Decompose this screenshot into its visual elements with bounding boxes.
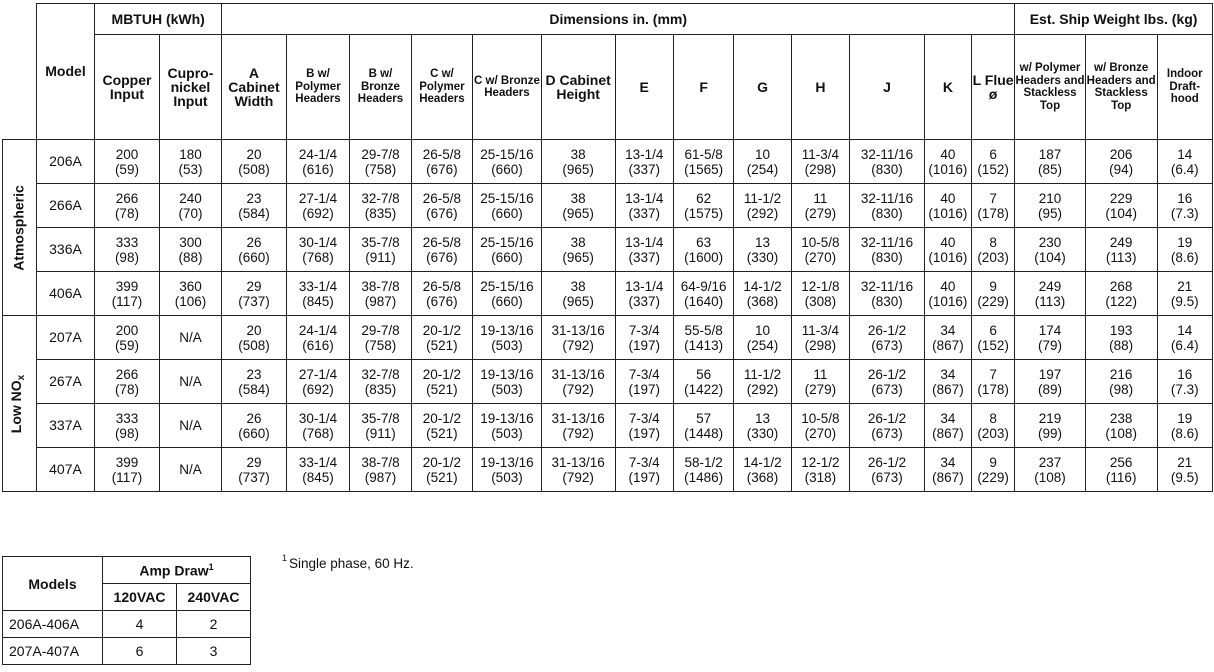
value-cell: N/A [159, 316, 221, 360]
value-cell: 56 (1422) [673, 360, 733, 404]
value-cell: 30-1/4 (768) [286, 404, 350, 448]
group-header-row [3, 4, 1213, 35]
value-cell: 180 (53) [159, 140, 221, 184]
value-cell: 30-1/4 (768) [286, 228, 350, 272]
models-header: Models [3, 557, 103, 611]
value-cell: 210 (95) [1015, 184, 1086, 228]
value-cell: 20-1/2 (521) [411, 316, 472, 360]
value-cell: 40 (1016) [924, 184, 971, 228]
value-cell: 31-13/16 (792) [541, 316, 615, 360]
value-cell: 7-3/4 (197) [615, 448, 673, 492]
value-cell: N/A [159, 448, 221, 492]
model-cell: 267A [36, 360, 94, 404]
dimensions-group-header: Dimensions in. (mm) [222, 4, 1015, 35]
value-cell: 200 (59) [95, 140, 160, 184]
column-header: B w/ Bronze Headers [350, 35, 411, 140]
model-cell: 207A [36, 316, 94, 360]
column-header: C w/ Bronze Headers [473, 35, 542, 140]
value-cell: 174 (79) [1015, 316, 1086, 360]
value-cell: 249 (113) [1015, 272, 1086, 316]
value-cell: 6 (152) [971, 140, 1014, 184]
value-cell: 399 (117) [95, 272, 160, 316]
value-cell: 6 (152) [971, 316, 1014, 360]
column-header: C w/ Polymer Headers [411, 35, 472, 140]
value-cell: 229 (104) [1085, 184, 1157, 228]
table-body [3, 140, 1213, 492]
120vac-header: 120VAC [103, 584, 177, 611]
value-cell: 25-15/16 (660) [473, 140, 542, 184]
value-cell: 38 (965) [541, 228, 615, 272]
value-cell: 25-15/16 (660) [473, 184, 542, 228]
value-cell: 61-5/8 (1565) [673, 140, 733, 184]
value-cell: 20-1/2 (521) [411, 360, 472, 404]
column-header: K [924, 35, 971, 140]
amp-row [3, 611, 251, 638]
table-row [3, 140, 1213, 184]
value-cell: 26-5/8 (676) [411, 272, 472, 316]
value-cell: 38-7/8 (987) [350, 448, 411, 492]
value-cell: 26-1/2 (673) [850, 316, 925, 360]
value-cell: 11-3/4 (298) [791, 316, 849, 360]
column-header: H [791, 35, 849, 140]
value-cell: 7-3/4 (197) [615, 360, 673, 404]
amp-draw-table [2, 556, 251, 665]
column-header: D Cabinet Height [541, 35, 615, 140]
value-cell: 11-3/4 (298) [791, 140, 849, 184]
value-cell: 25-15/16 (660) [473, 228, 542, 272]
value-cell: 8 (203) [971, 404, 1014, 448]
value-cell: 57 (1448) [673, 404, 733, 448]
column-header: Indoor Draft-hood [1157, 35, 1212, 140]
value-cell: 9 (229) [971, 448, 1014, 492]
value-cell: 19-13/16 (503) [473, 404, 542, 448]
column-header: B w/ Polymer Headers [286, 35, 350, 140]
value-cell: 14-1/2 (368) [734, 448, 791, 492]
amp-240: 3 [177, 638, 251, 665]
value-cell: 16 (7.3) [1157, 360, 1212, 404]
value-cell: 38 (965) [541, 184, 615, 228]
value-cell: 237 (108) [1015, 448, 1086, 492]
value-cell: 26 (660) [222, 228, 287, 272]
value-cell: 256 (116) [1085, 448, 1157, 492]
value-cell: 21 (9.5) [1157, 272, 1212, 316]
value-cell: 333 (98) [95, 404, 160, 448]
value-cell: 29 (737) [222, 272, 287, 316]
value-cell: 16 (7.3) [1157, 184, 1212, 228]
value-cell: 268 (122) [1085, 272, 1157, 316]
value-cell: 27-1/4 (692) [286, 360, 350, 404]
column-header: J [850, 35, 925, 140]
value-cell: 29-7/8 (758) [350, 316, 411, 360]
value-cell: 32-11/16 (830) [850, 272, 925, 316]
value-cell: 26-5/8 (676) [411, 140, 472, 184]
value-cell: 20 (508) [222, 140, 287, 184]
value-cell: 11-1/2 (292) [734, 360, 791, 404]
value-cell: 19-13/16 (503) [473, 316, 542, 360]
value-cell: 14 (6.4) [1157, 316, 1212, 360]
table-row [3, 360, 1213, 404]
value-cell: 32-11/16 (830) [850, 140, 925, 184]
value-cell: 40 (1016) [924, 140, 971, 184]
value-cell: 12-1/2 (318) [791, 448, 849, 492]
amp-draw-header: Amp Draw$^1$ [103, 557, 251, 584]
value-cell: 24-1/4 (616) [286, 140, 350, 184]
value-cell: 26-1/2 (673) [850, 404, 925, 448]
value-cell: 31-13/16 (792) [541, 360, 615, 404]
value-cell: 34 (867) [924, 360, 971, 404]
value-cell: 187 (85) [1015, 140, 1086, 184]
value-cell: 34 (867) [924, 448, 971, 492]
value-cell: 34 (867) [924, 404, 971, 448]
weight-group-header: Est. Ship Weight lbs. (kg) [1015, 4, 1213, 35]
value-cell: 26 (660) [222, 404, 287, 448]
value-cell: 23 (584) [222, 360, 287, 404]
amp-row [3, 638, 251, 665]
amp-model: 207A-407A [3, 638, 103, 665]
value-cell: 11-1/2 (292) [734, 184, 791, 228]
value-cell: 38 (965) [541, 140, 615, 184]
value-cell: 23 (584) [222, 184, 287, 228]
model-cell: 407A [36, 448, 94, 492]
value-cell: 13 (330) [734, 404, 791, 448]
value-cell: 33-1/4 (845) [286, 272, 350, 316]
value-cell: 300 (88) [159, 228, 221, 272]
value-cell: 10-5/8 (270) [791, 228, 849, 272]
value-cell: 14-1/2 (368) [734, 272, 791, 316]
value-cell: 58-1/2 (1486) [673, 448, 733, 492]
column-header: Cupro-nickel Input [159, 35, 221, 140]
value-cell: 26-1/2 (673) [850, 448, 925, 492]
model-cell: 337A [36, 404, 94, 448]
value-cell: 10 (254) [734, 140, 791, 184]
value-cell: 333 (98) [95, 228, 160, 272]
value-cell: 27-1/4 (692) [286, 184, 350, 228]
value-cell: 55-5/8 (1413) [673, 316, 733, 360]
model-cell: 406A [36, 272, 94, 316]
value-cell: 35-7/8 (911) [350, 404, 411, 448]
value-cell: 19 (8.6) [1157, 228, 1212, 272]
model-cell: 266A [36, 184, 94, 228]
value-cell: 266 (78) [95, 184, 160, 228]
value-cell: 19-13/16 (503) [473, 360, 542, 404]
value-cell: 62 (1575) [673, 184, 733, 228]
value-cell: 32-11/16 (830) [850, 228, 925, 272]
value-cell: 249 (113) [1085, 228, 1157, 272]
value-cell: 11 (279) [791, 184, 849, 228]
section-label: Atmospheric [3, 140, 37, 316]
value-cell: 26-5/8 (676) [411, 184, 472, 228]
value-cell: 20 (508) [222, 316, 287, 360]
value-cell: 200 (59) [95, 316, 160, 360]
value-cell: 13-1/4 (337) [615, 140, 673, 184]
value-cell: 10 (254) [734, 316, 791, 360]
value-cell: 7-3/4 (197) [615, 316, 673, 360]
value-cell: 34 (867) [924, 316, 971, 360]
specifications-table [2, 3, 1213, 492]
value-cell: 11 (279) [791, 360, 849, 404]
value-cell: 206 (94) [1085, 140, 1157, 184]
value-cell: 29-7/8 (758) [350, 140, 411, 184]
value-cell: 13-1/4 (337) [615, 228, 673, 272]
value-cell: 13-1/4 (337) [615, 272, 673, 316]
value-cell: 63 (1600) [673, 228, 733, 272]
model-header: Model [36, 4, 94, 140]
table-row [3, 404, 1213, 448]
column-header-row [3, 35, 1213, 140]
column-header: L Flue ø [971, 35, 1014, 140]
value-cell: 13 (330) [734, 228, 791, 272]
value-cell: 31-13/16 (792) [541, 448, 615, 492]
value-cell: 216 (98) [1085, 360, 1157, 404]
value-cell: 25-15/16 (660) [473, 272, 542, 316]
value-cell: 32-7/8 (835) [350, 360, 411, 404]
table-row [3, 272, 1213, 316]
value-cell: 399 (117) [95, 448, 160, 492]
value-cell: N/A [159, 360, 221, 404]
value-cell: 32-7/8 (835) [350, 184, 411, 228]
section-label: Low $NO_x$ [3, 316, 37, 492]
value-cell: 64-9/16 (1640) [673, 272, 733, 316]
table-row [3, 228, 1213, 272]
value-cell: 360 (106) [159, 272, 221, 316]
value-cell: 26-5/8 (676) [411, 228, 472, 272]
table-row [3, 184, 1213, 228]
value-cell: 32-11/16 (830) [850, 184, 925, 228]
corner-cell [3, 4, 37, 140]
value-cell: 20-1/2 (521) [411, 404, 472, 448]
value-cell: 14 (6.4) [1157, 140, 1212, 184]
value-cell: 33-1/4 (845) [286, 448, 350, 492]
value-cell: 38 (965) [541, 272, 615, 316]
column-header: E [615, 35, 673, 140]
column-header: A Cabinet Width [222, 35, 287, 140]
value-cell: 8 (203) [971, 228, 1014, 272]
model-cell: 336A [36, 228, 94, 272]
value-cell: 7 (178) [971, 360, 1014, 404]
value-cell: 19-13/16 (503) [473, 448, 542, 492]
value-cell: 240 (70) [159, 184, 221, 228]
value-cell: 7 (178) [971, 184, 1014, 228]
value-cell: N/A [159, 404, 221, 448]
value-cell: 219 (99) [1015, 404, 1086, 448]
value-cell: 238 (108) [1085, 404, 1157, 448]
value-cell: 13-1/4 (337) [615, 184, 673, 228]
value-cell: 29 (737) [222, 448, 287, 492]
value-cell: 38-7/8 (987) [350, 272, 411, 316]
column-header: w/ Polymer Headers and Stackless Top [1015, 35, 1086, 140]
value-cell: 31-13/16 (792) [541, 404, 615, 448]
footnote: $^1$ Single phase, 60 Hz. [282, 553, 414, 571]
value-cell: 7-3/4 (197) [615, 404, 673, 448]
column-header: G [734, 35, 791, 140]
240vac-header: 240VAC [177, 584, 251, 611]
value-cell: 10-5/8 (270) [791, 404, 849, 448]
value-cell: 35-7/8 (911) [350, 228, 411, 272]
amp-120: 6 [103, 638, 177, 665]
column-header: w/ Bronze Headers and Stackless Top [1085, 35, 1157, 140]
value-cell: 24-1/4 (616) [286, 316, 350, 360]
mbtuh-group-header: MBTUH (kWh) [95, 4, 222, 35]
value-cell: 9 (229) [971, 272, 1014, 316]
value-cell: 40 (1016) [924, 272, 971, 316]
column-header: F [673, 35, 733, 140]
value-cell: 266 (78) [95, 360, 160, 404]
value-cell: 230 (104) [1015, 228, 1086, 272]
value-cell: 20-1/2 (521) [411, 448, 472, 492]
model-cell: 206A [36, 140, 94, 184]
value-cell: 26-1/2 (673) [850, 360, 925, 404]
value-cell: 12-1/8 (308) [791, 272, 849, 316]
value-cell: 193 (88) [1085, 316, 1157, 360]
value-cell: 197 (89) [1015, 360, 1086, 404]
amp-model: 206A-406A [3, 611, 103, 638]
value-cell: 21 (9.5) [1157, 448, 1212, 492]
column-header: Copper Input [95, 35, 160, 140]
amp-240: 2 [177, 611, 251, 638]
value-cell: 40 (1016) [924, 228, 971, 272]
table-row [3, 316, 1213, 360]
amp-120: 4 [103, 611, 177, 638]
table-row [3, 448, 1213, 492]
value-cell: 19 (8.6) [1157, 404, 1212, 448]
